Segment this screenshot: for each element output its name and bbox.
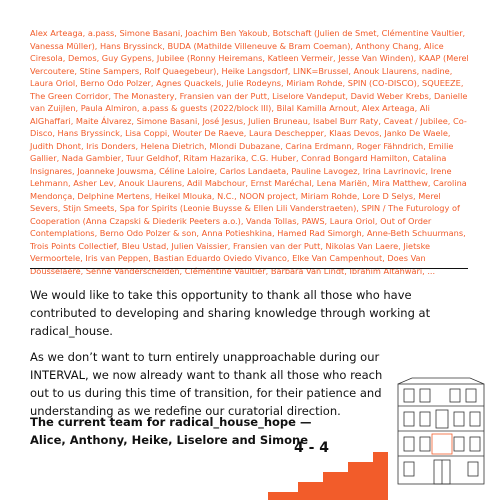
thanks-paragraph: We would like to take this opportunity to thank all those who have contributed to developing and sharing knowledge through working at radical_house. (30, 288, 431, 338)
team-credit (30, 413, 390, 449)
team-line-names: Alice, Anthony, Heike, Liselore and Simone (30, 433, 308, 447)
divider (30, 268, 468, 269)
credits-list: Alex Arteaga, a.pass, Simone Basani, Joachim Ben Yakoub, Botschaft (Julien de Smet, Clémentine Vaultier, Vanessa Müller), Hans Bryssinck, BUDA (Mathilde Villeneuve & Bram Coeman), Anthony Chang, Alice Ciresola, Demos, Guy Gypens, Jubilee (Ronny Heiremans, Katleen Vermeir, Jesse Van Winden), KAAP (Merel Vercoutere, Stine Sampers, Rolf Quaegebeur), Heike Langsdorf, LINK=Brussel, Anouk Llaurens, nadine, Laura Oriol, Berno Odo Polzer, Agnes Quackels, Julie Rodeyns, Miriam Rohde, SPIN (CO-DISCO), SQUEEZE, The Green Corridor, The Monastery, Fransien van der Putt, Liselore Vandeput, David Weber Krebs, Danielle van Zuijlen, Paula Almiron, a.pass & guests (2022/block III), Bilal Kamilla Arnout, Alex Arteaga, Ali AlGhaffari, Maite Álvarez, Simone Basani, José Jesus, Julien Bruneau, Isabel Burr Raty, Caveat / Jubilee, Co-Disco, Hans Bryssinck, Lisa Coppi, Wouter De Raeve, Laura Deschepper, Klaas Devos, Janko De Waele, Judith Dhont, Iris Donders, Helena Dietrich, Mlondi Dubazane, Carina Erdmann, Roger Fähndrich, Emilie Gallier, Nada Gambier, Tuur Geldhof, Ritam Hazarika, C.G. Huber, Conrad Bongard Hamilton, Catalina Insignares, Joanneke Jouwsma, Céline Laloire, Carlos Landaeta, Pauline Lavogez, Irina Lavrinovic, Irene Lehmann, Asher Lev, Anouk Llaurens, Adil Mabchour, Ernst Maréchal, Lena Mariën, Mira Matthew, Carolina Mendonça, Delphine Mertens, Heikel Mlouka, N.C., NOON project, Miriam Rohde, Lore D Selys, Merel Severs, Stijn Smeets, Spa for Spirits (Leonie Buysse & Ellen Lili Vanderstraeten), SPIN / The Futurology of Cooperation (Anna Czapski & Diederik Peeters a.o.), Vanda Tollas, PAWS, Laura Oriol, Out of Order Contemplations, Berno Odo Polzer & son, Anna Potieshkina, Hamed Rad Simorgh, Anne-Beth Schuurmans, Trois Points Collectief, Bleu Ustad, Julien Vaissier, Fransien van der Putt, Nikolas Van Laere, Jietske Vermoortele, Iris van Peppen, Bastian Eduardo Oviedo Vivanco, Elke Van Campenhout, Does Van Dousselaere, Senne Vanderschelden, Clémentine Vaultier, Barbara Van Lindt, Ibrahim Altahwari, ... (30, 28, 469, 276)
orange-stairs-icon (268, 452, 388, 500)
interval-paragraph: As we don’t want to turn entirely unapproachable during our INTERVAL, we now already want to thank all those who reach out to us during this time of transition, for their patience and understanding as we redefine our curatorial direction. (30, 350, 383, 418)
page-indicator: 4 - 4 (294, 440, 330, 456)
team-line-title: The current team for radical_house_hope — (30, 415, 312, 429)
building-sketch-icon (392, 376, 492, 486)
